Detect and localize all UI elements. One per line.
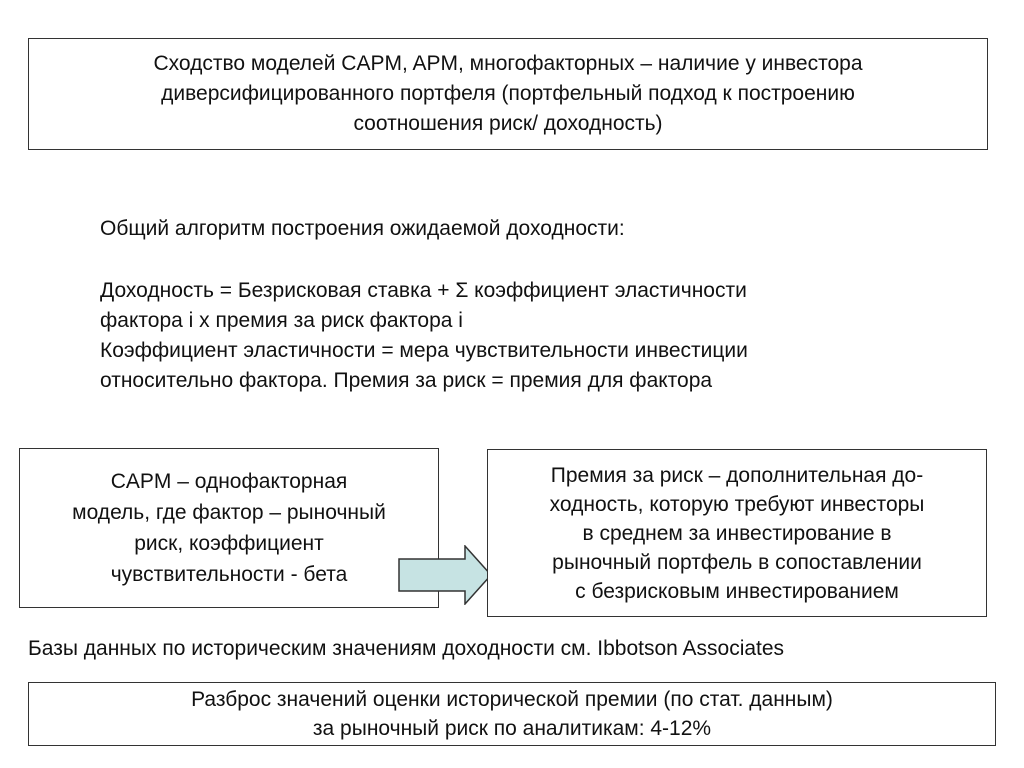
formula-line-3: Коэффициент эластичности = мера чувствительности инвестиции	[100, 339, 748, 362]
right-arrow-icon	[398, 545, 493, 605]
algorithm-heading: Общий алгоритм построения ожидаемой доходности:	[100, 217, 625, 240]
databases-note: Базы данных по историческим значениям доходности см. Ibbotson Associates	[28, 637, 785, 660]
algorithm-spacer	[100, 244, 748, 276]
formula-line-2: фактора i x премия за риск фактора i	[100, 309, 463, 332]
models-similarity-line-3: соотношения риск/ доходность)	[353, 112, 663, 135]
risk-premium-box	[487, 449, 987, 617]
capm-line-3: риск, коэффициент	[134, 532, 324, 555]
premium-range-box	[28, 682, 996, 746]
premium-line-5: с безрисковым инвестированием	[575, 579, 899, 603]
premium-range-line-1: Разброс значений оценки исторической премии (по стат. данным)	[191, 688, 833, 711]
premium-range-line-2: за рыночный риск по аналитикам: 4-12%	[312, 717, 712, 740]
premium-line-3: в среднем за инвестирование в	[582, 521, 892, 545]
capm-line-1: CAPM – однофакторная	[110, 470, 348, 493]
premium-line-4: рыночный портфель в сопоставлении	[552, 550, 922, 574]
capm-line-4: чувствительности - бета	[110, 563, 348, 586]
models-similarity-line-1: Сходство моделей CAPM, APM, многофакторных – наличие у инвестора	[153, 52, 863, 75]
models-similarity-line-2: диверсифицированного портфеля (портфельный подход к построению	[161, 82, 855, 105]
premium-line-2: ходность, которую требуют инвесторы	[549, 492, 925, 516]
formula-line-1: Доходность = Безрисковая ставка + Σ коэффициент эластичности	[100, 279, 747, 302]
formula-line-4: относительно фактора. Премия за риск = премия для фактора	[100, 369, 713, 392]
premium-line-1: Премия за риск – дополнительная до-	[550, 463, 924, 487]
algorithm-section	[100, 214, 748, 396]
models-similarity-box	[28, 38, 988, 150]
arrow-shape	[399, 546, 491, 604]
capm-definition-box	[19, 448, 439, 608]
capm-line-2: модель, где фактор – рыночный	[72, 501, 386, 524]
